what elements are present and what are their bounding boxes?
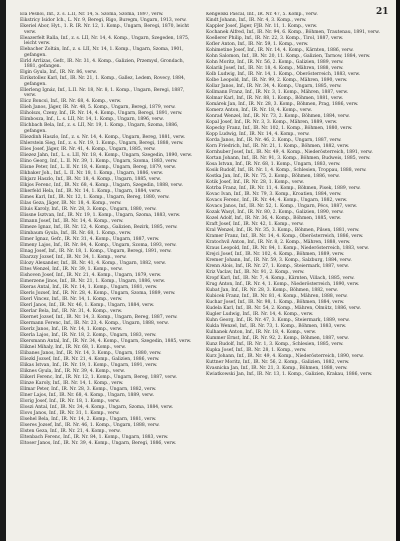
list-entry: Kriz Vaclav, Inf., IR. Nr. 91, 2. Komp., verw.	[206, 270, 305, 275]
list-entry: Kubat Jan, Inf., IR. Nr. 28, 3. Komp., Böhmen, 1882, verw.	[206, 288, 338, 293]
list-entry: Elebacher Zoltán, Inf., z. s. LII, Nr. 14, 1. Komp., Ungarn, Szoma, 1901, gefangen.	[20, 47, 184, 58]
list-entry: Ehlerstein Sieg, Inf., z. s. Nr. 19, 1. Komp., Ungarn, Beregi, 1888, verw.	[20, 140, 184, 146]
list-entry: Korn Friedrich, Inf., IR. Nr. 21, 1. Komp., Böhmen, 1882, verw.	[206, 144, 350, 149]
list-entry: Kunz Rudolf, Inf., IR. Nr. 1, 3. Komp., Schlesien, 1885, verw.	[206, 342, 344, 347]
list-entry: Kolb Ludwig, Inf., IR. Nr. 14, 1. Komp., Oberösterreich, 1883, verw.	[206, 72, 361, 77]
list-entry: Ekerl Vincez, Inf., IR. Nr. 14, 1. Komp., verw.	[20, 296, 123, 302]
list-entry: Eimerzene Jinos, Inf., IR. Nr. 21, 1. Komp., Ungarn, 1886, verw.	[20, 278, 166, 284]
list-entry: Krug Anton, Inf., IR. Nr. 4, 1. Komp., Niederösterreich, 1890, verw.	[206, 282, 360, 287]
list-entry: Kratochvil Anton, Inf., IR. Nr. 8, 2. Komp., Mähren, 1888, verw.	[206, 240, 351, 245]
list-entry: Eimes Karl, Inf., IR. Nr. 12, 1. Komp., Ungarn, Bereg, 1880, verw.	[20, 194, 170, 200]
list-entry: Kollar Janos, Inf., IR. Nr. 34, 4. Komp., Ungarn, 1885, verw.	[206, 84, 342, 89]
list-entry: Ekerlar Bela, Inf., IR. Nr. 31, 4. Komp., verw.	[20, 308, 123, 314]
list-entry: Kovac Ivan, Inf., IR. Nr. 79, 3. Komp., Kroatien, 1884, verw.	[206, 192, 342, 197]
list-entry: Komerz Anton, Inf., IR. Nr. 18, 4. Komp., verw.	[206, 108, 313, 113]
list-entry: Elnag Josef, Inf., IR. Nr. 18, 1. Komp., Ungarn, Beregi, 1891, verw.	[20, 248, 172, 254]
list-entry: Elluis Karoly, Inf., IR. Nr. 28, 3. Komp., Ungarn, 1880, verw.	[20, 206, 157, 212]
list-entry: Kraft Josef, Inf., IR. Nr. 42, 1. Komp., verw.	[206, 222, 304, 227]
list-entry: Koellerer Philip, Inf., IR. Nr. 22, 3. Komp., Tirol, 1887, verw.	[206, 36, 344, 41]
list-entry: Kortan Johann, Inf., IR. Nr. 91, 3. Komp., Böhmen, Budweis, 1885, verw.	[206, 156, 371, 161]
list-entry: Eliknes Gyula, Inf., IR. Nr. 39, 4. Komp., verw.	[20, 368, 125, 374]
list-entry: Elovs Janos, Inf., IR. Nr. 31, 1. Komp., verw.	[20, 410, 120, 416]
list-entry: Elsehel Bela, Inf., IR. Nr. 14, 2. Komp., Ungarn, 1881, verw.	[20, 416, 157, 422]
list-entry: Kovacs Ferenc, Inf., IR. Nr. 44, 4. Komp., Ungarn, 1882, verw.	[206, 198, 348, 203]
list-entry: Eliholszs, Czeny, Inf., IR. Nr. 14, 4. Komp., Ungarn, Beregi, 1891, verw.	[20, 111, 183, 116]
list-entry: Kohn Salomon, Inf., IR. Nr. 20, 11. Komp., Galizien, Tarnow, 1884, verw.	[206, 54, 371, 59]
list-entry: Kremer Johann, Inf., IR. Nr. 59, 3. Komp., Salzburg, 1884, verw.	[206, 258, 352, 263]
list-entry: Elkbaker Joh., Inf., L. II. Nr. 18, 1. Komp., Ungarn, 1886, verw.	[20, 170, 164, 176]
list-entry: Kopecky Franz, Inf., IR. Nr. 102, 1. Komp., Böhmen, 1880, verw.	[206, 126, 353, 131]
list-entry: Kornhuber Josef, Inf., IR. Nr. 49, 4. Komp., Niederösterreich, 1891, verw.	[206, 150, 373, 155]
list-entry: Elissne Isztvan, Inf., IR. Nr. 19, 1. Komp., Ungarn, Szoma, 1883, verw.	[20, 212, 181, 218]
list-entry: Kosa Istvan, Inf., IR. Nr. 68, 1. Komp., Ungarn, 1883, verw.	[206, 162, 341, 167]
list-entry: Kugler Ludwig, Inf., IR. Nr. 14, 4. Komp., verw.	[206, 312, 314, 317]
list-entry: Kuchar Josef, Inf., IR. Nr. 98, 1. Komp., Böhmen, 1884, verw.	[206, 300, 345, 305]
left-column	[20, 12, 195, 538]
list-entry: Ebarzzy Jozsef, Inf., IR. Nr. 34, 1. Komp., verw.	[20, 254, 127, 260]
list-entry: Krenn Alois, Inf., IR. Nr. 27, 1. Komp., Steiermark, 1887, verw.	[206, 264, 349, 269]
list-entry: Elmann Josef, Inf., IR. Nr. 14, 4. Komp., verw.	[20, 218, 124, 224]
list-entry: Eltes Wenzel, Inf., IR. Nr. 39, 1. Komp., verw.	[20, 266, 123, 272]
list-entry: Kolmar Karl, Inf., IR. Nr. 88, 1. Komp., Böhmen, 1881, verw.	[206, 96, 344, 101]
list-entry: Elimbosza, Inf., L. s. LII, Nr. 14, 1. Komp., Ungarn, 1896, verw.	[20, 117, 164, 122]
list-entry: Kummer Ernst, Inf., IR. Nr. 92, 2. Komp., Böhmen, 1887, verw.	[206, 336, 349, 341]
list-entry: Kindt Johann, Inf., IR. Nr. 4, 3. Komp., verw.	[206, 18, 307, 23]
list-entry: Kuttner Moritz, Inf., IR. Nr. 56, 2. Komp., Galizien, 1882, verw.	[206, 360, 350, 365]
list-entry: Elimbaum Gyula, Inf., IR. Nr. 68, 1. Komp., verw.	[20, 230, 132, 236]
list-entry: Elkerfeld Hela, Inf., IR. Nr. 14, 1. Komp., Ungarn, 1884, verw.	[20, 188, 162, 194]
list-entry: Elseres Jozsef, Inf., IR. Nr. 46, 1. Komp., Ungarn, 1888, verw.	[20, 422, 160, 428]
list-entry: Elkjarz Haszlo, Inf., IR. Nr. 18, 4. Komp., Ungarn, 1885, verw.	[20, 176, 162, 182]
list-entry: Ekermann Ferenc, Inf., IR. Nr. 23, 4. Komp., Ungarn, 1888, verw.	[20, 320, 169, 326]
list-entry: Kovacs Janos, Inf., IR. Nr. 52, 1. Komp., Ungarn, Pécs, 1887, verw.	[206, 204, 358, 209]
list-entry: Ekerl Janos, Inf., IR. Nr. 46, 1. Komp., Ungarn, 1884, verw.	[20, 302, 155, 308]
list-entry: Elibanes Janos, Inf., IR. Nr. 14, 3. Komp., Ungarn, 1880, verw.	[20, 350, 162, 356]
list-entry: Elino Georg, Inf., L. II. Nr. 39, 1. Komp., Ungarn, Szoma, 1883, verw.	[20, 158, 178, 164]
list-entry: Kohimetine Josef, Inf., IR. Nr. 14, 4. Komp., Kärnten, 1886, verw.	[206, 48, 354, 53]
list-entry: Kotik Josef, Inf., IR. Nr. 28, 1. Komp., verw.	[206, 180, 304, 185]
list-entry: Kurz Johann, Inf., IR. Nr. 49, 4. Komp., Niederösterreich, 1890, verw.	[206, 354, 364, 359]
list-entry: Kosik Rudolf, Inf., IR. Nr. 1, 4. Komp., Schlesien, Troppau, 1888, verw.	[206, 168, 367, 173]
list-entry: Kappler Josef, Jäger, FJB. Nr. 11, 1. Komp., verw.	[206, 24, 318, 29]
list-entry: Elikas Istvan, Inf., IR. Nr. 19, 1. Komp., Ungarn, 1891, verw.	[20, 362, 158, 368]
list-entry: Eliknel Mihaly, Inf., IR. Nr. 68, 1. Komp., verw.	[20, 344, 126, 350]
list-entry: Kuhn Georg, Inf., IR. Nr. 47, 3. Komp., Steiermark, 1889, verw.	[206, 318, 350, 323]
scan-edge	[396, 0, 400, 541]
list-entry: Ekernet Jozsef, Inf., IR. Nr. 14, 3. Komp., Ungarn, Bereg, 1887, verw.	[20, 314, 178, 320]
list-entry: Kolarik Josef, Inf., IR. Nr. 18, 4. Komp., Mähren, 1888, verw.	[206, 66, 344, 71]
list-entry: Kohn Moritz, Inf., IR. Nr. 56, 2. Komp., Galizien, 1889, verw.	[206, 60, 344, 65]
list-entry: Elkjos Ferenc, Inf., IR. Nr. 68, 4. Komp., Ungarn, Szegedin, 1888, verw.	[20, 182, 183, 188]
list-entry: Kolbe Leopold, Inf., IR. Nr. 99, 2. Komp., Mähren, 1890, verw.	[206, 78, 348, 83]
list-entry: Elisne Peter, Inf., L. II. Nr. 18, 4. Komp., Ungarn, Bereg, 1879, verw.	[20, 164, 176, 170]
document-page	[6, 0, 396, 541]
list-entry: Elgin Gyula, Inf., IR. Nr. 86, verw.	[20, 70, 98, 75]
page-number: 21	[376, 7, 389, 17]
list-entry: Kopal Josef, Inf., IR. Nr. 3, 3. Komp., Mähren, 1889, verw.	[206, 120, 338, 125]
list-entry: Ekerlz Janos, Inf., IR. Nr. 14, 1. Komp., verw.	[20, 326, 123, 332]
list-entry: Kukla Wenzel, Inf., IR. Nr. 73, 1. Komp., Böhmen, 1883, verw.	[206, 324, 347, 329]
list-entry: Eloszi Antal, Inf., IR. Nr. 34, 4. Komp., Ungarn, Szoma, 1884, verw.	[20, 404, 174, 410]
list-entry: Eliezdinh Haszlo, Inf., z. s. Nr. 14, 4. Komp., Ungarn, Bereg, 1881, verw.	[20, 134, 186, 140]
list-entry: Krejci Josef, Inf., IR. Nr. 102, 4. Komp., Böhmen, 1889, verw.	[206, 252, 345, 257]
list-entry: Ela Pesnoi, Inf., z. s. L.II, Nr. 14, S. Szoma, Szoma, 1897, verw.	[20, 12, 164, 17]
list-entry: Eilas Geza, Jäger, IR. Nr. 18, 4. Komp., verw.	[20, 200, 122, 206]
list-entry: Kotrba Franz, Inf., IR. Nr. 11, 4. Komp., Böhmen, Pisek, 1889, verw.	[206, 186, 361, 191]
list-entry: Kengelski Pascal, Inf., IR. Nr. 47, 5. Komp., verw.	[206, 12, 318, 17]
list-entry: Kupka Josef, Inf., IR. Nr. 28, 1. Komp., verw.	[206, 348, 307, 353]
list-entry: Elinze Karoly, Inf., IR. Nr. 14, 1. Komp., verw.	[20, 380, 124, 386]
list-entry: Komárek Jan, Inf., IR. Nr. 28, 3. Komp., Böhmen, Prag, 1886, verw.	[206, 102, 359, 107]
list-entry: Ekerls Jozsef, Inf., IR. Nr. 28, 4. Komp., Ungarn, Szoma, 1889, verw.	[20, 290, 176, 296]
list-entry: Eliezkl Jozsef, Inf., IR. Nr. 21, 4. Komp., Galizien, 1886, verw.	[20, 356, 160, 362]
list-entry: Eikstricy Isidor Ich., L. Nr. 9, Beregi, Rigo, Buregm, Ungarn, 1913, verw.	[20, 18, 187, 23]
right-column	[206, 12, 381, 538]
list-entry: Eirld Arrlizas, Gefr., IR. Nr. 31, 4. Komp., Galizien, Przemysl, Grondach, 1881, gefangen.	[20, 58, 185, 69]
list-entry: Elsten Geza, Inf., IR. Nr. 21, 4. Komp., verw.	[20, 428, 121, 434]
list-entry: Kozel Adolf, Inf., IR. Nr. 36, 4. Komp., Böhmen, 1885, verw.	[206, 216, 342, 221]
list-entry: Kral Wenzel, Inf., IR. Nr. 35, 3. Komp., Böhmen, Pilsen, 1881, verw.	[206, 228, 360, 233]
list-entry: Elichbach Bela, Inf., z. s. LII, Nr. 19, 1. Komp., Ungarn, Szoma, 1886, gefangen.	[20, 123, 179, 134]
list-entry: Eltenbach Ferenc, Inf., IR. Nr. 84, 1. Komp., Ungarn, 1883, verw.	[20, 434, 169, 440]
list-entry: Kropf Karl, Inf., IR. Nr. 7, 4. Komp., Kärnten, Villach, 1885, verw.	[206, 276, 355, 281]
list-entry: Elorig Josef, Inf., IR. Nr. 18, 1. Komp., verw.	[20, 398, 120, 404]
list-entry: Ekersmann Antal, Inf., IR. Nr. 34, 4. Komp., Ungarn, Szegedin, 1885, verw.	[20, 338, 192, 344]
list-entry: Kochanek Alfred, Inf., IR. Nr. 94, 6. Komp., Böhmen, Trautenau, 1891, verw.	[206, 30, 380, 35]
list-entry: Ellerleng Ignáz, Inf., L.II. Nr. 18, Nr. 8, 1. Komp., Ungarn, Beregi, 1887, verw.	[20, 87, 185, 98]
list-entry: Ellmar Peter, Inf., IR. Nr. 28, 3. Komp., Ungarn, 1882, verw.	[20, 386, 157, 392]
list-entry: Ekeras Antal, Inf., IR. Nr. 14, 1. Komp., Ungarn, 1881, verw.	[20, 284, 158, 290]
list-entry: Kofler Anton, Inf., IR. Nr. 59, 1. Komp., verw.	[206, 42, 309, 47]
list-entry: Eltoser Janos, Inf., IR. Nr. 39, 4. Komp., Ungarn, Beregi, 1886, verw.	[20, 440, 177, 446]
list-entry: Elmeze Ignaz, Inf., IR. Nr. 12, 4. Komp., Galizien, Bezirk, 1885, verw.	[20, 224, 178, 230]
list-entry: Konrad Wenzel, Inf., IR. Nr. 73, 2. Komp., Böhmen, 1884, verw.	[206, 114, 350, 119]
list-entry: Kostka Jan, Inf., IR. Nr. 75, 2. Komp., Böhmen, 1886, verw.	[206, 174, 340, 179]
list-entry: Kvasnicka Jan, Inf., IR. Nr. 21, 3. Komp., Böhmen, 1888, verw.	[206, 366, 348, 371]
list-entry: Elner Lajos, Inf., IR. Nr. 68, 4. Komp., Ungarn, 1889, verw.	[20, 392, 155, 398]
list-entry: Eilozy Alexander, Inf., IR. Nr. 41, 4. Komp., Ungarn, 1882, verw.	[20, 260, 166, 266]
list-entry: Elies Josef, Jäger, IR. Nr. 41, 4. Komp., Ungarn, 1885, verw.	[20, 146, 156, 152]
list-entry: Ekerla Lajos, Inf., IR. Nr. 18, 2. Komp., Ungarn, 1883, verw.	[20, 332, 157, 338]
list-entry: Kozak Wasyl, Inf., IR. Nr. 80, 2. Komp., Galizien, 1890, verw.	[206, 210, 344, 215]
list-entry: Kollmann Franz, Inf., IR. Nr. 3, 1. Komp., Mähren, 1887, verw.	[206, 90, 349, 95]
list-entry: Kulhanek Anton, Inf., IR. Nr. 18, 4. Komp., verw.	[206, 330, 317, 335]
list-entry: Elieh Janos, Jäger, IR. Nr. 48, 5. Komp., Ungarn, Beregi, 1879, verw.	[20, 105, 176, 110]
list-entry: Ekeriel Abor, Hyt., 1. R. IR. Nr. 12, 1. Komp., Ungarn, Beregi, 1870, leicht verw.	[20, 24, 190, 35]
list-entry: Elmer Ignaz, Gefr., IR. Nr. 31, 4. Komp., Ungarn, 1887, verw.	[20, 236, 160, 242]
list-entry: Kopp Ludwig, Inf., IR. Nr. 14, 4. Komp., verw.	[206, 132, 310, 137]
list-entry: Eleazerfelt Ralla, Inf., z. s. LII, Nr. 14, 4. Komp., Ungarn, Szegeden, 1875, leicht verw.	[20, 35, 190, 46]
list-entry: Kwiatkowski Jan, Inf., IR. Nr. 13, 1. Komp., Galizien, Krakau, 1886, verw.	[206, 372, 373, 377]
list-entry: Kraus Leopold, Inf., IR. Nr. 84, 1. Komp., Niederösterreich, 1883, verw.	[206, 246, 369, 251]
list-entry: Eirikstollez Karl, Inf., IR. Nr. 21, 1. Komp., Gallez, Ledem, Rovecy, 1884, gefangen.	[20, 76, 186, 87]
list-entry: Kudela Karl, Inf., IR. Nr. 54, 2. Komp., Mähren, Olmütz, 1886, verw.	[206, 306, 361, 311]
list-entry: Kramer Franz, Inf., IR. Nr. 14, 4. Komp., Oberösterreich, 1886, verw.	[206, 234, 364, 239]
list-entry: Elikerl Ferenc, Inf., IR. Nr. 12, 1. Komp., Ungarn, Bereg, 1887, verw.	[20, 374, 177, 380]
list-entry: Eishoven Josef, Inf., IR. Nr. 21, 4. Komp., Ungarn, 1879, verw.	[20, 272, 162, 278]
list-entry: Korda Janos, Inf., IR. Nr. 46, 2. Komp., Ungarn, 1887, verw.	[206, 138, 342, 143]
list-entry: Elicz Boncsi, Inf., IR. Nr. 68, 4. Komp., verw.	[20, 99, 122, 104]
list-entry: Eliezez Jahn, Inf., L. s. LII, Nr. 18, 4. Komp., Ungarn, Szegedin, 1890, verw.	[20, 152, 193, 158]
list-entry: Elmeny Lajos, Inf., IR. Nr. 84, 4. Komp., Ungarn, Szoma, 1893, verw.	[20, 242, 177, 248]
list-entry: Kubicek Franz, Inf., IR. Nr. 81, 4. Komp., Mähren, 1888, verw.	[206, 294, 348, 299]
